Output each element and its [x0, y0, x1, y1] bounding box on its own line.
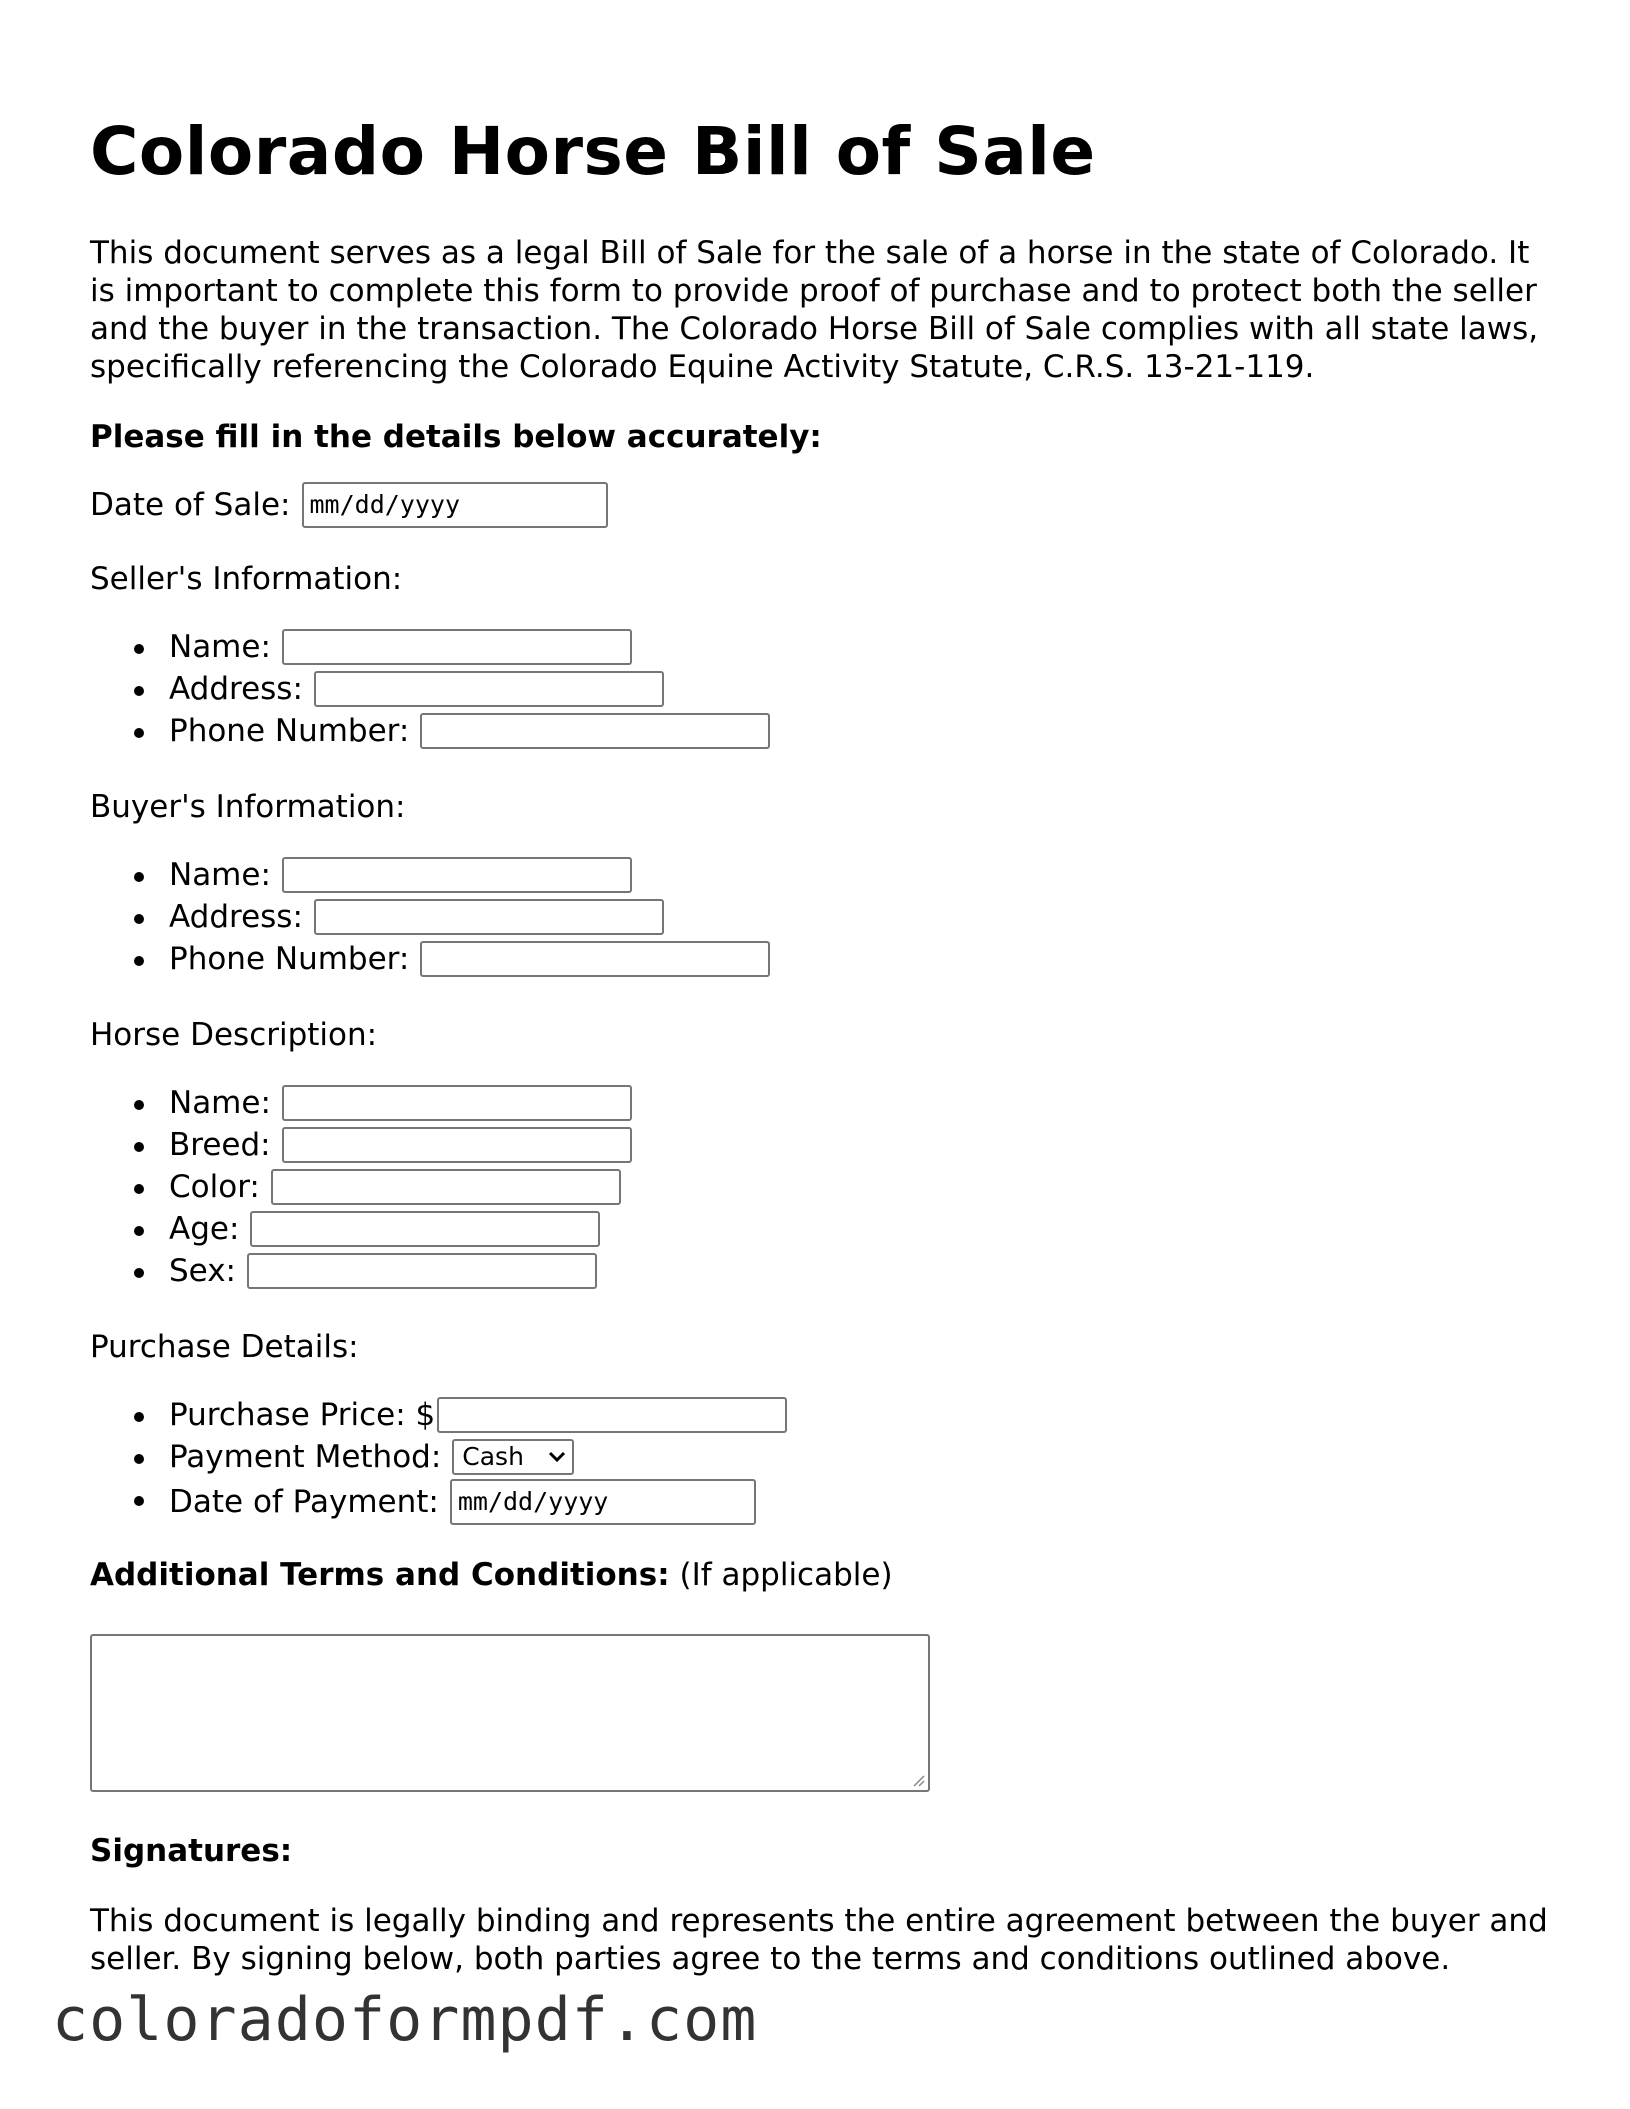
purchase-price-item	[134, 1394, 1550, 1436]
horse-color-input[interactable]	[271, 1169, 621, 1205]
horse-color-label: Color:	[169, 1169, 260, 1205]
seller-name-input[interactable]	[282, 629, 632, 665]
page-title: Colorado Horse Bill of Sale	[90, 113, 1096, 190]
horse-name-label: Name:	[169, 1085, 271, 1121]
bill-of-sale-form	[90, 0, 1550, 1978]
date-of-sale-input[interactable]	[302, 482, 608, 528]
purchase-price-input[interactable]	[437, 1397, 787, 1433]
intro-paragraph: This document serves as a legal Bill of Sale for the sale of a horse in the state of Colorado. It is important to complete this form to provide proof of purchase and to protect both the seller and the buyer in the transaction. The Colorado Horse Bill of Sale complies with all state laws, specifically referencing the Colorado Equine Activity Statute, C.R.S. 13-21-119.	[90, 235, 1539, 385]
purchase-list	[90, 1394, 1550, 1526]
terms-line	[90, 1556, 1550, 1594]
buyer-address-item	[134, 896, 1550, 938]
seller-name-item	[134, 626, 1550, 668]
horse-breed-item	[134, 1124, 1550, 1166]
watermark: coloradoformpdf.com	[52, 1985, 758, 2055]
horse-name-input[interactable]	[282, 1085, 632, 1121]
seller-list	[90, 626, 1550, 752]
terms-heading: Additional Terms and Conditions:	[90, 1557, 670, 1593]
horse-breed-input[interactable]	[282, 1127, 632, 1163]
horse-name-item	[134, 1082, 1550, 1124]
payment-date-label: Date of Payment:	[169, 1484, 439, 1520]
seller-address-input[interactable]	[314, 671, 664, 707]
buyer-phone-label: Phone Number:	[169, 941, 410, 977]
horse-sex-label: Sex:	[169, 1253, 236, 1289]
buyer-name-input[interactable]	[282, 857, 632, 893]
signatures-text: This document is legally binding and represents the entire agreement between the buyer and seller. By signing below, both parties agree to the terms and conditions outlined above.	[90, 1903, 1548, 1977]
horse-color-item	[134, 1166, 1550, 1208]
payment-date-item	[134, 1478, 1550, 1526]
signatures-heading: Signatures:	[90, 1833, 293, 1869]
horse-age-input[interactable]	[250, 1211, 600, 1247]
horse-list	[90, 1082, 1550, 1292]
buyer-phone-input[interactable]	[420, 941, 770, 977]
date-of-sale-row	[90, 482, 1550, 528]
payment-method-label: Payment Method:	[169, 1439, 442, 1475]
payment-method-item	[134, 1436, 1550, 1478]
chevron-down-icon	[548, 1451, 566, 1463]
horse-sex-item	[134, 1250, 1550, 1292]
purchase-heading: Purchase Details:	[90, 1329, 359, 1365]
horse-breed-label: Breed:	[169, 1127, 271, 1163]
payment-method-value: Cash	[462, 1442, 524, 1471]
payment-method-select[interactable]	[452, 1439, 574, 1475]
buyer-name-item	[134, 854, 1550, 896]
seller-phone-input[interactable]	[420, 713, 770, 749]
horse-age-label: Age:	[169, 1211, 240, 1247]
seller-phone-label: Phone Number:	[169, 713, 410, 749]
seller-address-item	[134, 668, 1550, 710]
buyer-address-label: Address:	[169, 899, 303, 935]
buyer-list	[90, 854, 1550, 980]
buyer-name-label: Name:	[169, 857, 271, 893]
purchase-price-label: Purchase Price: $	[169, 1397, 436, 1433]
buyer-address-input[interactable]	[314, 899, 664, 935]
resize-handle-icon[interactable]	[911, 1773, 925, 1787]
date-of-sale-placeholder: mm/dd/yyyy	[309, 490, 461, 519]
payment-date-input[interactable]	[450, 1479, 756, 1525]
payment-date-placeholder: mm/dd/yyyy	[457, 1487, 609, 1516]
seller-phone-item	[134, 710, 1550, 752]
buyer-heading: Buyer's Information:	[90, 789, 406, 825]
horse-heading: Horse Description:	[90, 1017, 378, 1053]
buyer-phone-item	[134, 938, 1550, 980]
seller-name-label: Name:	[169, 629, 271, 665]
horse-age-item	[134, 1208, 1550, 1250]
instruction-heading: Please fill in the details below accurately:	[90, 419, 822, 455]
terms-note: (If applicable)	[679, 1557, 893, 1593]
seller-address-label: Address:	[169, 671, 303, 707]
horse-sex-input[interactable]	[247, 1253, 597, 1289]
seller-heading: Seller's Information:	[90, 561, 403, 597]
date-of-sale-label: Date of Sale:	[90, 487, 291, 523]
terms-textarea[interactable]	[90, 1634, 930, 1792]
